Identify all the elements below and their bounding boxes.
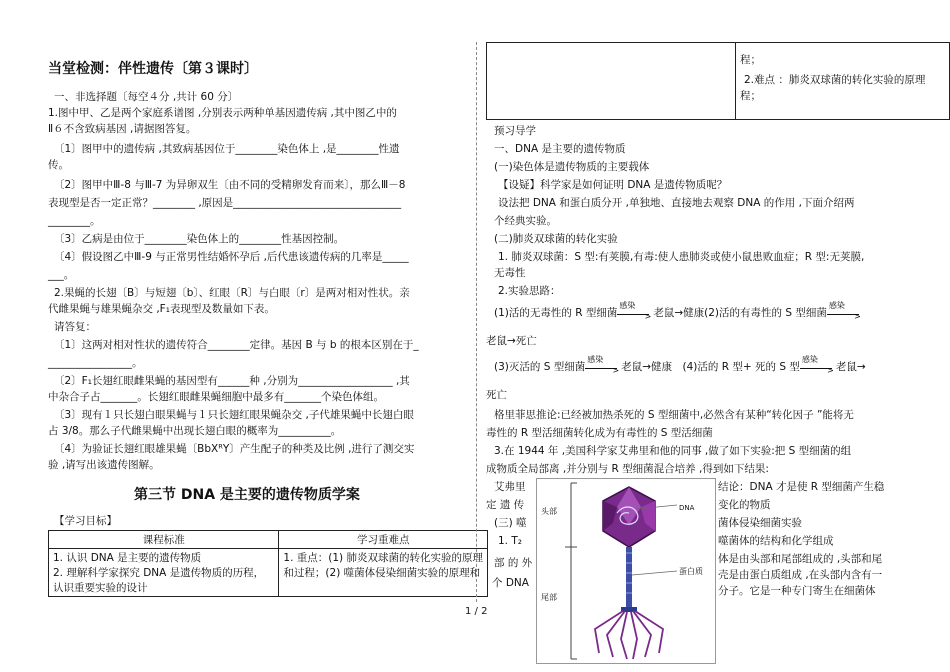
q2-line: ________________。 bbox=[48, 357, 143, 369]
infect-arrow: 感染 > bbox=[828, 301, 861, 321]
text-line: 【设疑】科学家是如何证明 DNA 是遗传物质呢？ bbox=[498, 179, 728, 191]
text-line: 个经典实验。 bbox=[494, 215, 557, 227]
text-line: 部 的 外 bbox=[494, 557, 533, 569]
text-line: 菌体侵染细菌实验 bbox=[718, 517, 802, 529]
q1-line: 1.图中甲、乙是两个家庭系谱图 ,分别表示两种单基因遗传病 ,其中图乙中的 bbox=[48, 107, 397, 119]
q2-line: 〔2〕F₁长翅红眼雌果蝇的基因型有______种 ,分别为__________________ ,其 bbox=[54, 375, 410, 387]
q1-line: 〔1〕图甲中的遗传病 ,其致病基因位于________染色体上 ,是________性遗 bbox=[54, 143, 400, 155]
table-cell-line: 和过程；(2) 噬菌体侵染细菌实验的原理和 bbox=[283, 567, 481, 579]
arrow-label: 感染 bbox=[587, 355, 604, 364]
text-line: 体是由头部和尾部组成的 ,头部和尾 bbox=[718, 553, 883, 565]
text-line: 2.实验思路： bbox=[498, 285, 561, 297]
table-cell-line: 认识重要实验的设计 bbox=[53, 582, 148, 594]
tail-fibers bbox=[595, 611, 663, 659]
infect-arrow: 感染 > bbox=[801, 355, 834, 375]
infect-arrow: 感染 > bbox=[619, 301, 652, 321]
phage-figure bbox=[536, 478, 716, 664]
page-title: 当堂检测：伴性遗传〔第３课时〕 bbox=[48, 61, 258, 77]
q2-line: 验 ,请写出该遗传图解。 bbox=[48, 459, 160, 471]
experiment-text: 老鼠→健康(2)活的有毒性的 S 型细菌 bbox=[653, 307, 827, 319]
text-line: 结论：DNA 才是使 R 型细菌产生稳 bbox=[718, 481, 885, 493]
experiment-text: 老鼠→ bbox=[835, 361, 866, 373]
text-line: (一)染色体是遗传物质的主要载体 bbox=[494, 161, 650, 173]
section-heading: 一、非选择题〔每空４分 ,共计 60 分〕 bbox=[54, 91, 239, 103]
text-line: 艾弗里 bbox=[494, 481, 526, 493]
experiment-text: (3)灭活的 S 型细菌 bbox=[494, 361, 586, 373]
infect-arrow: 感染 > bbox=[587, 355, 620, 375]
experiment-text: (1)活的无毒性的 R 型细菌 bbox=[494, 307, 618, 319]
q2-line: 请答复： bbox=[54, 321, 96, 333]
text-line: 设法把 DNA 和蛋白质分开 ,单独地、直接地去观察 DNA 的作用 ,下面介绍两 bbox=[498, 197, 855, 209]
goals-table bbox=[48, 530, 488, 597]
table-cell-line: 2. 理解科学家探究 DNA 是遗传物质的历程， bbox=[53, 567, 265, 579]
column-divider bbox=[476, 42, 477, 602]
text-line: 预习导学 bbox=[494, 125, 536, 137]
q2-line: 占 3/8。那么子代雌果蝇中出现长翅白眼的概率为__________。 bbox=[48, 425, 342, 437]
text-line: 格里菲思推论:已经被加热杀死的 S 型细菌中,必然含有某种“转化因子 ”能将无 bbox=[494, 409, 854, 421]
text-line: 毒性的 R 型活细菌转化成为有毒性的 S 型活细菌 bbox=[486, 427, 713, 439]
q2-line: 中杂合子占_______。长翅红眼雌果蝇细胞中最多有_______个染色体组。 bbox=[48, 391, 384, 403]
q1-line: ________。 bbox=[48, 215, 101, 227]
q1-line: 〔2〕图甲中Ⅲ-8 与Ⅲ-7 为异卵双生〔由不同的受精卵发育而来〕，那么Ⅲ－8 bbox=[54, 179, 406, 191]
text-line: 噬菌体的结构和化学组成 bbox=[718, 535, 834, 547]
text-line: 无毒性 bbox=[494, 267, 526, 279]
text-line: (三) 噬 bbox=[494, 517, 527, 529]
experiment-line bbox=[494, 355, 866, 375]
experiment-line bbox=[494, 301, 863, 321]
q2-line: 〔1〕这两对相对性状的遗传符合________定律。基因 B 与 b 的根本区别在于_ bbox=[54, 339, 419, 351]
text-line: 变化的物质 bbox=[718, 499, 771, 511]
experiment-text: 老鼠→死亡 bbox=[486, 335, 537, 347]
text-line: 成物质全局部离 ,并分别与 R 型细菌混合培养 ,得到如下结果: bbox=[486, 463, 769, 475]
table-cell-line: 程； bbox=[740, 54, 761, 66]
text-line: 3.在 1944 年 ,美国科学家艾弗里和他的同事 ,做了如下实验:把 S 型细菌的组 bbox=[494, 445, 852, 457]
table-header: 学习重难点 bbox=[279, 531, 488, 549]
table-cell bbox=[735, 43, 948, 119]
q1-line: Ⅱ６不含致病基因 ,请据图答复。 bbox=[48, 123, 197, 135]
text-line: 分子。它是一种专门寄生在细菌体 bbox=[718, 585, 876, 597]
text-line: 个 DNA bbox=[492, 577, 529, 589]
q2-line: 〔3〕现有１只长翅白眼果蝇与１只长翅红眼果蝇杂交 ,子代雄果蝇中长翅白眼 bbox=[54, 409, 414, 421]
table-cell-line: 2.难点 ：肺炎双球菌的转化实验的原理 bbox=[744, 74, 926, 86]
text-line: 定 遗 传 bbox=[486, 499, 525, 511]
q1-line: 传。 bbox=[48, 159, 69, 171]
q2-line: 〔4〕为验证长翅红眼雄果蝇〔BbXᴿY〕产生配子的种类及比例 ,进行了测交实 bbox=[54, 443, 415, 455]
figure-label-protein: 蛋白质 bbox=[679, 567, 703, 576]
arrow-label: 感染 bbox=[801, 355, 818, 364]
text-line: 1. 肺炎双球菌：S 型:有荚膜,有毒:使人患肺炎或使小鼠患败血症；R 型:无荚膜, bbox=[498, 251, 865, 263]
text-line: 一、DNA 是主要的遗传物质 bbox=[494, 143, 626, 155]
goals-table-continued bbox=[486, 42, 950, 120]
page-number: 1 / 2 bbox=[465, 606, 488, 617]
q1-line: 表现型是否一定正常？________ ,原因是________________________________ bbox=[48, 197, 402, 209]
table-header: 课程标准 bbox=[49, 531, 279, 549]
arrow-label: 感染 bbox=[619, 301, 636, 310]
q2-line: 2.果蝇的长翅〔B〕与短翅〔b〕、红眼〔R〕与白眼〔r〕是两对相对性状。亲 bbox=[54, 287, 410, 299]
experiment-text: 老鼠→健康 (4)活的 R 型+ 死的 S 型 bbox=[621, 361, 800, 373]
q1-line: 〔4〕假设图乙中Ⅲ-9 与正常男性结婚怀孕后 ,后代患该遗传病的几率是_____ bbox=[54, 251, 409, 263]
text-line: 1. T₂ bbox=[498, 535, 522, 547]
experiment-text: 死亡 bbox=[486, 389, 507, 401]
q1-line: 〔3〕乙病是由位于________染色体上的________性基因控制。 bbox=[54, 233, 345, 245]
table-cell-line: 程； bbox=[740, 90, 761, 102]
table-cell-line: 1. 认识 DNA 是主要的遗传物质 bbox=[53, 552, 202, 564]
section-title: 第三节 DNA 是主要的遗传物质学案 bbox=[134, 487, 360, 503]
goals-label: 【学习目标】 bbox=[54, 515, 117, 527]
q1-line: ___。 bbox=[48, 269, 75, 281]
figure-label-dna: DNA bbox=[679, 504, 695, 512]
text-line: (二)肺炎双球菌的转化实验 bbox=[494, 233, 618, 245]
text-line: 壳是由蛋白质组成 ,在头部内含有一 bbox=[718, 569, 883, 581]
figure-label-tail: 尾部 bbox=[541, 593, 557, 602]
phage-tail bbox=[626, 547, 632, 609]
q2-line: 代雌果蝇与雄果蝇杂交 ,F₁表现型及数量如下表。 bbox=[48, 303, 275, 315]
figure-label-head: 头部 bbox=[541, 507, 557, 516]
table-cell-line: 1. 重点：(1) 肺炎双球菌的转化实验的原理 bbox=[283, 552, 483, 564]
arrow-label: 感染 bbox=[828, 301, 845, 310]
table-cell bbox=[49, 549, 279, 597]
table-cell bbox=[279, 549, 488, 597]
